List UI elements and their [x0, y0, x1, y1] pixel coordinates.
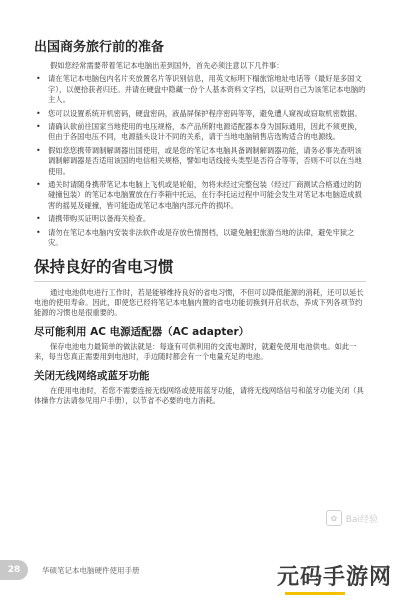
bullet-icon: • [36, 74, 41, 84]
ac-adapter-body: 保存电池电力最简单的做法就是：每逢有可供利用的交流电源时，就避免使用电池供电。如此一来，每当您真正需要用到电池时，手边随时都会有一个电量充足的电池。 [34, 341, 357, 362]
site-logo: 元码手游网 [277, 560, 392, 591]
list-item: • 请确认欲前往国家当地使用的电压规格，本产品所附电源适配器本身为国际通用，因此不须更换，但由于各国电压不同，电源插头设计不同的关系，请于当地电脑销售店选购适合的电源线。 [36, 122, 362, 142]
bullet-icon: • [36, 180, 41, 190]
section-title-travel-prep: 出国商务旅行前的准备 [34, 40, 165, 55]
power-saving-body: 通过电池供电进行工作时，若是能够维持良好的省电习惯，不但可以降低能源的消耗，还可以延长电池的使用寿命。因此，即使您已经将笔记本电脑内置的省电功能切换到开启状态，养成下列各项节约能源的习惯也是很重要的。 [34, 287, 364, 318]
section-title-power-saving: 保持良好的省电习惯 [34, 257, 174, 276]
list-item: • 通关时请随身携带笔记本电脑上飞机或是轮船，勿将未经过完整包装（经过厂商测试合格通过的防碰撞包装）的笔记本电脑置放在行李箱中托运，在行李托运过程中可能会发生对笔记本电脑造成损害的摇晃及碰撞，皆可能造成笔记本电脑内部元件的损坏。 [36, 180, 362, 210]
manual-title: 华硕笔记本电脑硬件使用手册 [42, 566, 140, 575]
section-title-ac-adapter: 尽可能利用 AC 电源适配器（AC adapter） [34, 325, 250, 338]
list-item: • 请携带购买证明以备海关检查。 [36, 214, 151, 224]
list-item: • 请在笔记本电脑包内名片夹放置名片等识别信息，用英文标明下榻旅馆地址电话等（最好是多国文字），以便拾获者归还。并请在硬盘中隐藏一份个人基本资料文字档，以证明自己为该笔记本电脑的主人。 [36, 74, 366, 105]
bullet-icon: • [36, 145, 41, 155]
section-title-wireless: 关闭无线网络或蓝牙功能 [34, 369, 150, 382]
travel-bullet-list [34, 74, 366, 248]
paw-icon: ✿ [326, 510, 342, 526]
divider [34, 281, 366, 282]
list-item: • 您可以设置系统开机密码，硬盘密码，液晶屏保护程序密码等等，避免遭人窥视或窃取机密数据。 [36, 108, 362, 118]
bullet-icon: • [36, 214, 41, 224]
bullet-icon: • [36, 108, 41, 118]
watermark-text: Bai经验 [345, 514, 378, 525]
page-number: 28 [0, 560, 28, 580]
list-item: • 请勿在笔记本电脑内安装非法软件或是存放色情图档，以避免触犯旅游当地的法律，避免牢狱之灾。 [36, 227, 355, 248]
travel-intro: 假如您经常需要带着笔记本电脑出差到国外，首先必须注意以下几件事： [50, 61, 284, 70]
wireless-body: 在使用电池时，若您不需要连接无线网络或使用蓝牙功能，请将无线网络信号和蓝牙功能关闭（具体操作方法请参见用户手册），以节省不必要的电力消耗。 [34, 385, 364, 405]
bullet-icon: • [36, 227, 41, 237]
bullet-icon: • [36, 122, 41, 132]
list-item: • 假如您您携带调制解调器出国使用，或是您的笔记本电脑具备调制解调器功能，请务必事先查明该调制解调器是否适用该国的电信相关规格，譬如电话线接头类型是否符合等等，否则不可以在当地使用。 [36, 145, 362, 176]
watermark [326, 510, 378, 526]
page-content [34, 40, 366, 409]
